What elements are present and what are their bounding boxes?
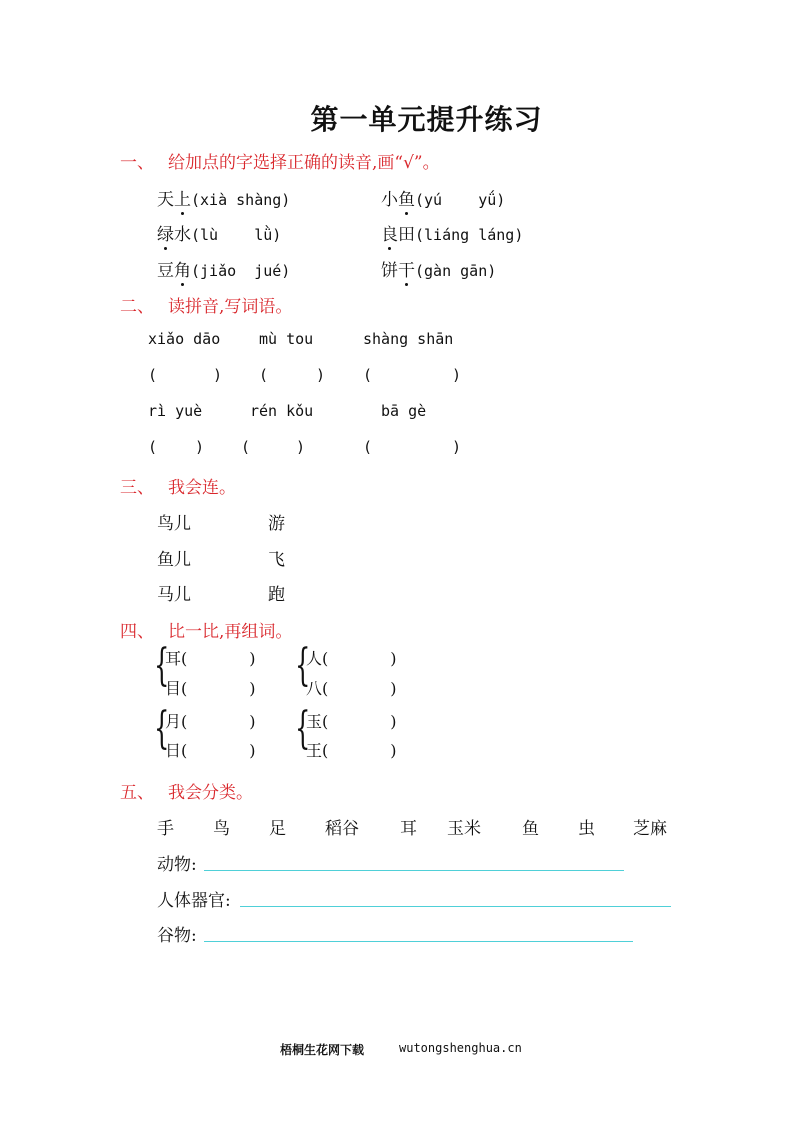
- match-left-item[interactable]: 马儿: [157, 585, 191, 605]
- pinyin-choice-item: [157, 256, 290, 281]
- curly-brace-icon: {: [154, 703, 170, 754]
- category-label-grains: 谷物:: [157, 926, 197, 946]
- pinyin-choice-item: [381, 185, 505, 210]
- pinyin-options[interactable]: (yú yǘ): [415, 191, 506, 209]
- answer-blank[interactable]: ( ): [363, 366, 462, 384]
- section-instruction: 给加点的字选择正确的读音,画“√”。: [168, 153, 440, 173]
- word-bank-item: 玉米: [447, 819, 481, 839]
- section-instruction: 读拼音,写词语。: [168, 297, 293, 317]
- pinyin-options[interactable]: (gàn gān): [415, 262, 497, 280]
- answer-blank[interactable]: ( ): [363, 438, 462, 456]
- char: 玉: [306, 712, 323, 731]
- word-bank-item: 鱼: [522, 819, 539, 839]
- char: 耳: [165, 649, 182, 668]
- answer-blank[interactable]: ( ): [148, 438, 205, 456]
- char: 目: [165, 679, 182, 698]
- section-number: 三、: [120, 478, 154, 498]
- char: 王: [306, 741, 323, 760]
- section-number: 五、: [120, 783, 154, 803]
- pinyin-options[interactable]: (lù lǜ): [191, 226, 282, 244]
- char: 日: [165, 741, 182, 760]
- dotted-char: 角: [174, 256, 191, 281]
- compare-char-row: 人( ): [306, 649, 397, 668]
- curly-brace-icon: {: [154, 640, 170, 691]
- pinyin-prompt: shàng shān: [363, 330, 454, 348]
- match-right-item[interactable]: 飞: [268, 550, 285, 570]
- section-number: 四、: [120, 622, 154, 642]
- section-number: 一、: [120, 153, 154, 173]
- section-1-heading: [120, 148, 440, 173]
- pinyin-prompt: rì yuè: [148, 402, 203, 420]
- answer-blank[interactable]: ( ): [259, 366, 326, 384]
- char: 小: [381, 190, 398, 210]
- page-title: 第一单元提升练习: [310, 103, 543, 136]
- section-instruction: 比一比,再组词。: [168, 622, 293, 642]
- char: 八: [306, 679, 323, 698]
- char: 田: [398, 225, 415, 245]
- compare-char-row: 日( ): [165, 741, 256, 760]
- dotted-char: 良: [381, 220, 398, 245]
- char: 人: [306, 649, 323, 668]
- compare-char-row: 八( ): [306, 679, 397, 698]
- answer-blank[interactable]: ( ): [241, 438, 306, 456]
- match-left-item[interactable]: 鱼儿: [157, 550, 191, 570]
- pinyin-options[interactable]: (jiǎo jué): [191, 262, 291, 280]
- pinyin-prompt: rén kǒu: [250, 402, 314, 420]
- footer-site-name: 梧桐生花网下载: [280, 1043, 365, 1057]
- pinyin-options[interactable]: (xià shàng): [191, 191, 291, 209]
- pinyin-options[interactable]: (liáng láng): [415, 226, 524, 244]
- dotted-char: 鱼: [398, 185, 415, 210]
- match-right-item[interactable]: 游: [268, 514, 285, 534]
- curly-brace-icon: {: [295, 640, 311, 691]
- dotted-char: 上: [174, 185, 191, 210]
- compare-char-row: 玉( ): [306, 712, 397, 731]
- compare-char-row: 月( ): [165, 712, 256, 731]
- word-bank-item: 手: [157, 819, 174, 839]
- section-2-heading: [120, 292, 292, 317]
- compare-char-row: 王( ): [306, 741, 397, 760]
- pinyin-prompt: mù tou: [259, 330, 314, 348]
- pinyin-choice-item: [381, 256, 496, 281]
- char: 天: [157, 190, 174, 210]
- footer-url[interactable]: wutongshenghua.cn: [399, 1041, 522, 1055]
- section-4-heading: [120, 617, 292, 642]
- pinyin-prompt: xiǎo dāo: [148, 330, 221, 348]
- word-bank-item: 足: [269, 819, 286, 839]
- dotted-char: 干: [398, 256, 415, 281]
- answer-blank[interactable]: ( ): [148, 366, 223, 384]
- answer-line-body-organs[interactable]: [240, 906, 671, 907]
- section-instruction: 我会连。: [168, 478, 236, 498]
- word-bank-item: 芝麻: [633, 819, 667, 839]
- pinyin-choice-item: [157, 185, 290, 210]
- answer-line-grains[interactable]: [204, 941, 633, 942]
- compare-char-row: 耳( ): [165, 649, 256, 668]
- char: 豆: [157, 261, 174, 281]
- word-bank-item: 稻谷: [325, 819, 359, 839]
- match-right-item[interactable]: 跑: [268, 585, 285, 605]
- word-bank-item: 鸟: [213, 819, 230, 839]
- compare-char-row: 目( ): [165, 679, 256, 698]
- dotted-char: 绿: [157, 220, 174, 245]
- section-instruction: 我会分类。: [168, 783, 253, 803]
- category-label-animals: 动物:: [157, 855, 197, 875]
- pinyin-choice-item: [157, 220, 281, 245]
- match-left-item[interactable]: 鸟儿: [157, 514, 191, 534]
- char: 饼: [381, 261, 398, 281]
- word-bank-item: 耳: [400, 819, 417, 839]
- pinyin-choice-item: [381, 220, 523, 245]
- category-label-body-organs: 人体器官:: [157, 891, 231, 911]
- char: 水: [174, 225, 191, 245]
- section-3-heading: [120, 473, 236, 498]
- pinyin-prompt: bā gè: [381, 402, 427, 420]
- curly-brace-icon: {: [295, 703, 311, 754]
- section-5-heading: [120, 778, 253, 803]
- word-bank-item: 虫: [578, 819, 595, 839]
- char: 月: [165, 712, 182, 731]
- section-number: 二、: [120, 297, 154, 317]
- answer-line-animals[interactable]: [204, 870, 624, 871]
